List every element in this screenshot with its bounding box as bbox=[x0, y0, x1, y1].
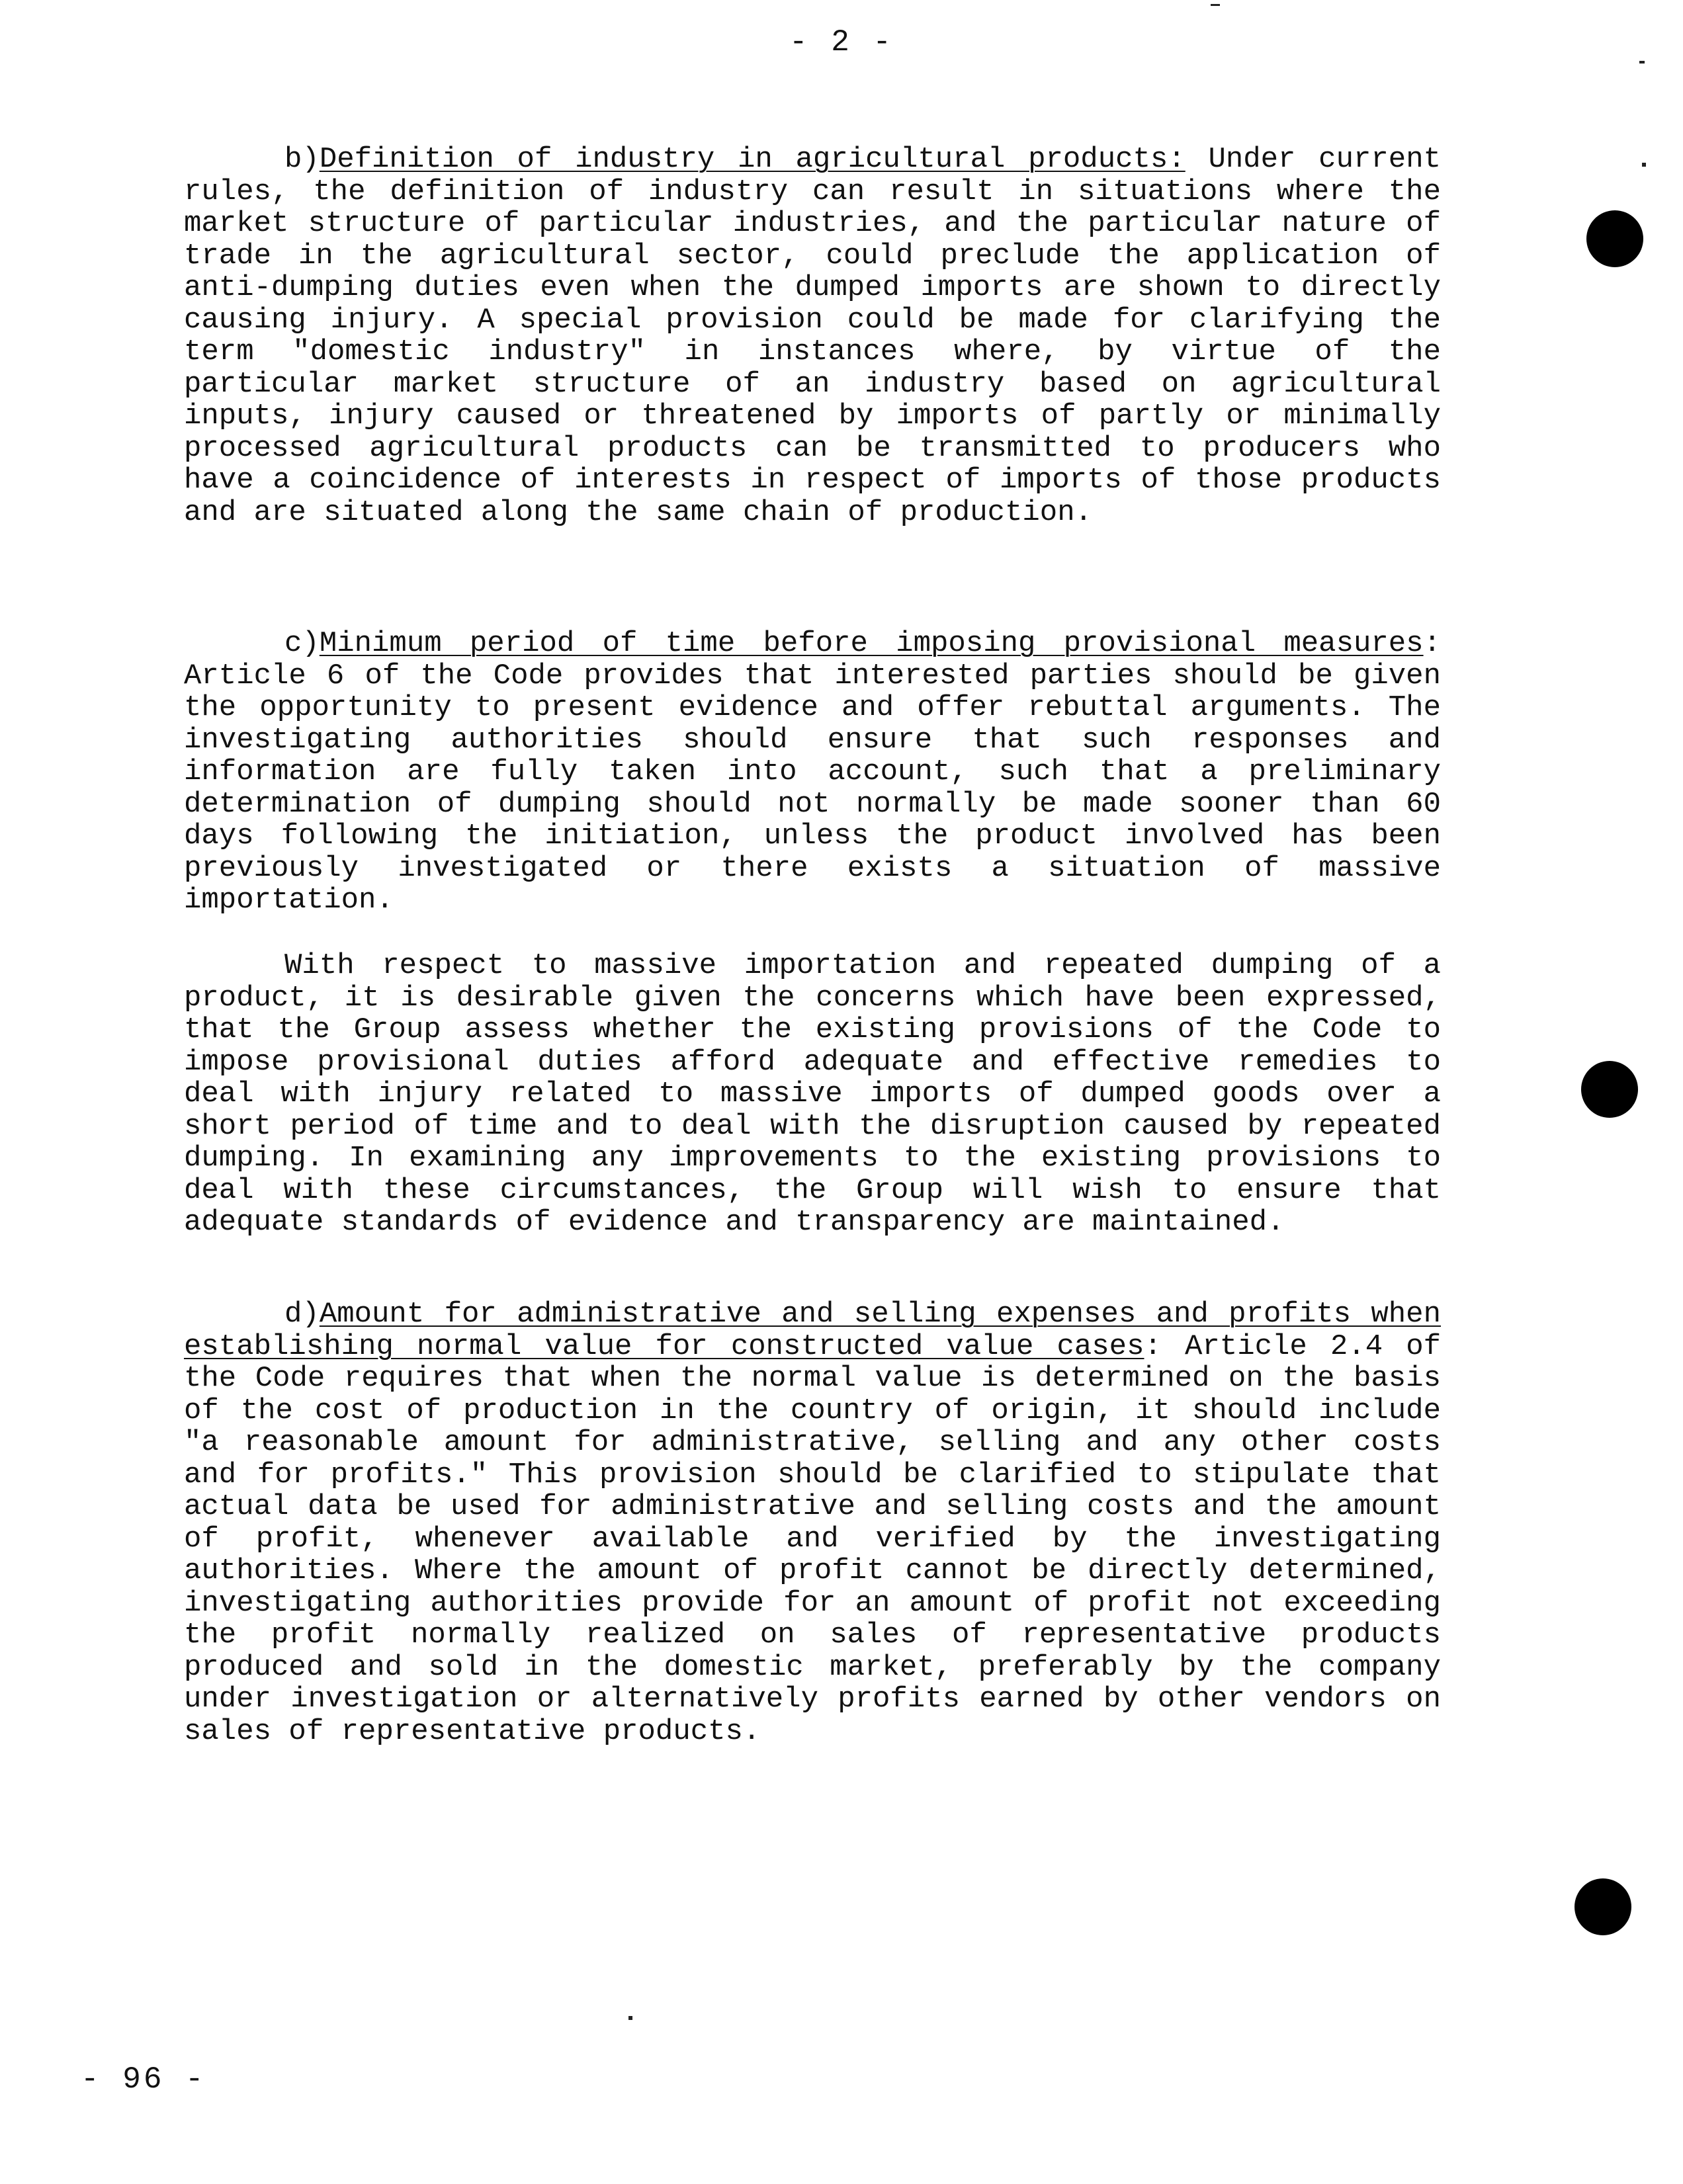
section-heading: Amount for administrative and selling expenses and profits when establishing normal value for constructed value cases bbox=[184, 1298, 1441, 1363]
scan-speck bbox=[1642, 163, 1646, 167]
section-heading: Definition of industry in agricultural products: bbox=[319, 143, 1186, 176]
section-label: b) bbox=[284, 143, 320, 176]
section-heading: Minimum period of time before imposing provisional measures bbox=[319, 627, 1424, 660]
binder-hole-mark bbox=[1575, 1878, 1631, 1935]
section-body: : Article 6 of the Code provides that interested parties should be given the opportunity to present evidence and offer rebuttal arguments. The investigating authorities should ensure that such responses and information are fully taken into account, such that a preliminary determination of dumping should not normally be made sooner than 60 days following the initiation, unless the product involved has been previously investigated or there exists a situation of massive importation. bbox=[184, 627, 1441, 917]
section-body: Under current rules, the definition of industry can result in situations where the market structure of particular industries, and the particular nature of trade in the agricultural sector, could preclude the application of anti-dumping duties even when the dumped imports are shown to directly causing injury. A special provision could be made for clarifying the term "domestic industry" in instances where, by virtue of the particular market structure of an industry based on agricultural inputs, injury caused or threatened by imports of partly or minimally processed agricultural products can be transmitted to producers who have a coincidence of interests in respect of imports of those products and are situated along the same chain of production. bbox=[184, 143, 1441, 529]
scan-speck bbox=[1639, 61, 1645, 63]
scan-speck bbox=[628, 2016, 632, 2020]
section-label: d) bbox=[284, 1298, 320, 1331]
binder-hole-mark bbox=[1586, 210, 1643, 267]
scan-speck bbox=[1211, 4, 1220, 6]
page-number: - 96 - bbox=[81, 2062, 206, 2097]
page-header: - 2 - bbox=[789, 25, 894, 60]
section-d bbox=[184, 1298, 1441, 1747]
section-body: With respect to massive importation and repeated dumping of a product, it is desirable given the concerns which have been expressed, that the Group assess whether the existing provisions of the Code to impose provisional duties afford adequate and effective remedies to deal with injury related to massive imports of dumped goods over a short period of time and to deal with the disruption caused by repeated dumping. In examining any improvements to the existing provisions to deal with these circumstances, the Group will wish to ensure that adequate standards of evidence and transparency are maintained. bbox=[184, 949, 1441, 1239]
section-c-continued bbox=[184, 950, 1441, 1239]
section-b bbox=[184, 144, 1441, 528]
section-body: : Article 2.4 of the Code requires that when the normal value is determined on the basis of the cost of production in the country of origin, it should include "a reasonable amount for administrative, selling and any other costs and for profits." This provision should be clarified to stipulate that actual data be used for administrative and selling costs and the amount of profit, whenever available and verified by the investigating authorities. Where the amount of profit cannot be directly determined, investigating authorities provide for an amount of profit not exceeding the profit normally realized on sales of representative products produced and sold in the domestic market, preferably by the company under investigation or alternatively profits earned by other vendors on sales of representative products. bbox=[184, 1329, 1442, 1748]
binder-hole-mark bbox=[1581, 1061, 1638, 1118]
section-c bbox=[184, 628, 1441, 917]
section-label: c) bbox=[284, 627, 320, 660]
